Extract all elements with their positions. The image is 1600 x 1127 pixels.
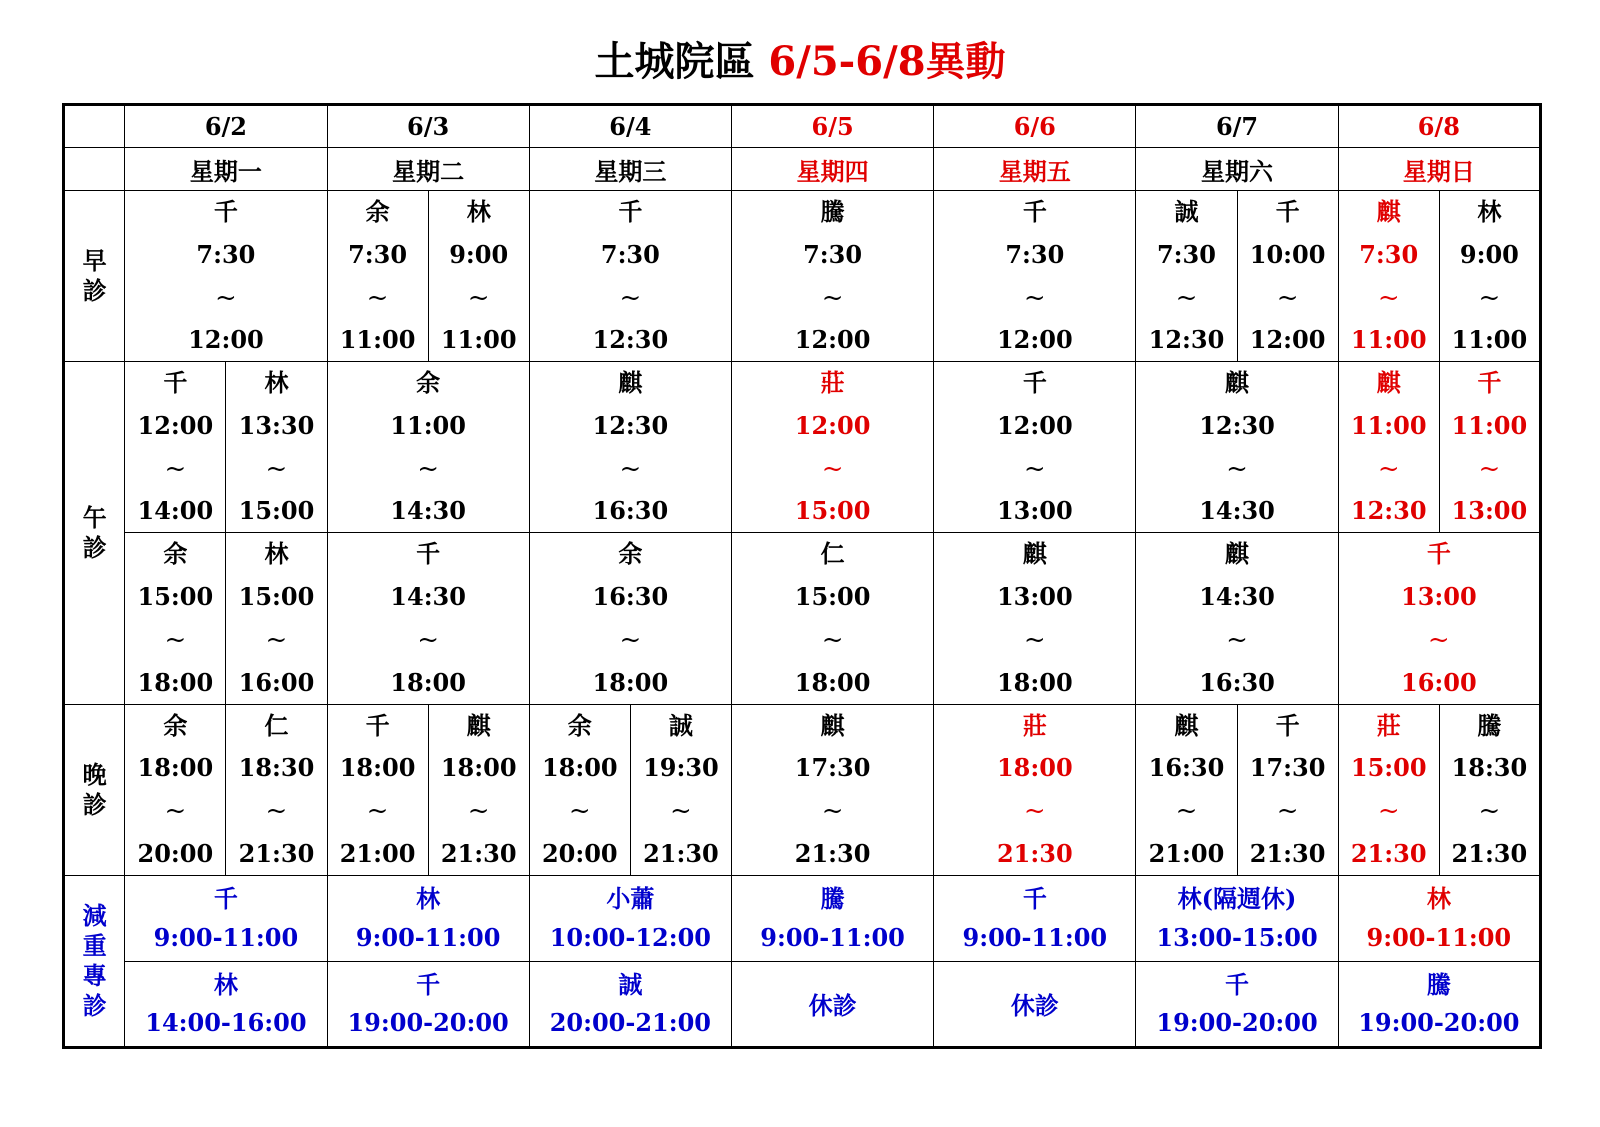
shift-cell: 麒 13:00 ~ 18:00 — [934, 533, 1136, 704]
shift-cell: 誠 7:30 ~ 12:30 — [1136, 191, 1237, 362]
afternoon-row-1 — [64, 362, 1541, 533]
shift-cell: 千 7:30 ~ 12:00 — [934, 191, 1136, 362]
shift-cell: 千 7:30 ~ 12:00 — [125, 191, 327, 362]
shift-cell: 林 9:00 ~ 11:00 — [428, 191, 529, 362]
shift-cell: 余 11:00 ~ 14:30 — [327, 362, 529, 533]
shift-cell: 千 14:30 ~ 18:00 — [327, 533, 529, 704]
shift-cell: 千 12:00 ~ 13:00 — [934, 362, 1136, 533]
shift-cell: 林 13:30 ~ 15:00 — [226, 362, 327, 533]
weight-loss-closed-cell: 休診 — [731, 961, 933, 1047]
shift-cell-changed: 莊 18:00 ~ 21:30 — [934, 704, 1136, 875]
weight-loss-row-2 — [64, 961, 1541, 1047]
date-cell: 6/7 — [1136, 105, 1338, 148]
shift-cell: 騰 7:30 ~ 12:00 — [731, 191, 933, 362]
date-cell: 6/2 — [125, 105, 327, 148]
weekday-cell: 星期五 — [934, 148, 1136, 191]
shift-cell: 林 9:00 ~ 11:00 — [1439, 191, 1540, 362]
shift-cell: 余 16:30 ~ 18:00 — [529, 533, 731, 704]
shift-cell-changed: 千 13:00 ~ 16:00 — [1338, 533, 1540, 704]
weekday-cell: 星期六 — [1136, 148, 1338, 191]
shift-cell: 林 15:00 ~ 16:00 — [226, 533, 327, 704]
shift-cell: 麒 14:30 ~ 16:30 — [1136, 533, 1338, 704]
shift-cell: 千 10:00 ~ 12:00 — [1237, 191, 1338, 362]
morning-row — [64, 191, 1541, 362]
weight-loss-cell: 千 19:00-20:00 — [327, 961, 529, 1047]
evening-row — [64, 704, 1541, 875]
weekday-row — [64, 148, 1541, 191]
shift-cell: 仁 18:30 ~ 21:30 — [226, 704, 327, 875]
shift-cell: 余 18:00 ~ 20:00 — [125, 704, 226, 875]
shift-cell: 誠 19:30 ~ 21:30 — [630, 704, 731, 875]
shift-cell: 麒 16:30 ~ 21:00 — [1136, 704, 1237, 875]
weight-loss-cell: 千 9:00-11:00 — [934, 875, 1136, 961]
weight-loss-cell: 騰 9:00-11:00 — [731, 875, 933, 961]
shift-cell: 麒 12:30 ~ 14:30 — [1136, 362, 1338, 533]
shift-cell: 余 15:00 ~ 18:00 — [125, 533, 226, 704]
row-label-evening: 晚診 — [64, 704, 125, 875]
row-label-morning: 早診 — [64, 191, 125, 362]
date-cell: 6/4 — [529, 105, 731, 148]
weight-loss-cell: 千 19:00-20:00 — [1136, 961, 1338, 1047]
shift-cell: 騰 18:30 ~ 21:30 — [1439, 704, 1540, 875]
shift-cell-changed: 莊 15:00 ~ 21:30 — [1338, 704, 1439, 875]
schedule-table — [62, 103, 1542, 1049]
row-label-afternoon: 午診 — [64, 362, 125, 704]
shift-cell: 余 7:30 ~ 11:00 — [327, 191, 428, 362]
weight-loss-row-1 — [64, 875, 1541, 961]
weight-loss-cell-changed: 林 9:00-11:00 — [1338, 875, 1540, 961]
corner-cell — [64, 148, 125, 191]
weight-loss-cell: 誠 20:00-21:00 — [529, 961, 731, 1047]
weekday-cell: 星期四 — [731, 148, 933, 191]
weight-loss-cell: 林(隔週休) 13:00-15:00 — [1136, 875, 1338, 961]
shift-cell-changed: 千 11:00 ~ 13:00 — [1439, 362, 1540, 533]
shift-cell: 麒 17:30 ~ 21:30 — [731, 704, 933, 875]
title-change-range: 6/5-6/8異動 — [768, 38, 1006, 85]
shift-cell: 仁 15:00 ~ 18:00 — [731, 533, 933, 704]
shift-cell: 麒 12:30 ~ 16:30 — [529, 362, 731, 533]
shift-cell: 麒 18:00 ~ 21:30 — [428, 704, 529, 875]
title-main: 土城院區 — [594, 38, 769, 85]
afternoon-row-2 — [64, 533, 1541, 704]
shift-cell: 千 17:30 ~ 21:30 — [1237, 704, 1338, 875]
shift-cell-changed: 麒 11:00 ~ 12:30 — [1338, 362, 1439, 533]
shift-cell: 千 18:00 ~ 21:00 — [327, 704, 428, 875]
row-label-weight-loss: 減重專診 — [64, 875, 125, 1047]
weekday-cell: 星期日 — [1338, 148, 1540, 191]
date-cell: 6/8 — [1338, 105, 1540, 148]
shift-cell-changed: 莊 12:00 ~ 15:00 — [731, 362, 933, 533]
date-row — [64, 105, 1541, 148]
weekday-cell: 星期一 — [125, 148, 327, 191]
shift-cell: 千 12:00 ~ 14:00 — [125, 362, 226, 533]
date-cell: 6/5 — [731, 105, 933, 148]
shift-cell: 千 7:30 ~ 12:30 — [529, 191, 731, 362]
weight-loss-closed-cell: 休診 — [934, 961, 1136, 1047]
weekday-cell: 星期二 — [327, 148, 529, 191]
corner-cell — [64, 105, 125, 148]
page-title — [0, 34, 1600, 90]
date-cell: 6/3 — [327, 105, 529, 148]
weight-loss-cell: 林 9:00-11:00 — [327, 875, 529, 961]
shift-cell: 余 18:00 ~ 20:00 — [529, 704, 630, 875]
weight-loss-cell: 騰 19:00-20:00 — [1338, 961, 1540, 1047]
date-cell: 6/6 — [934, 105, 1136, 148]
weight-loss-cell: 千 9:00-11:00 — [125, 875, 327, 961]
weight-loss-cell: 小蕭 10:00-12:00 — [529, 875, 731, 961]
shift-cell-changed: 麒 7:30 ~ 11:00 — [1338, 191, 1439, 362]
weight-loss-cell: 林 14:00-16:00 — [125, 961, 327, 1047]
weekday-cell: 星期三 — [529, 148, 731, 191]
